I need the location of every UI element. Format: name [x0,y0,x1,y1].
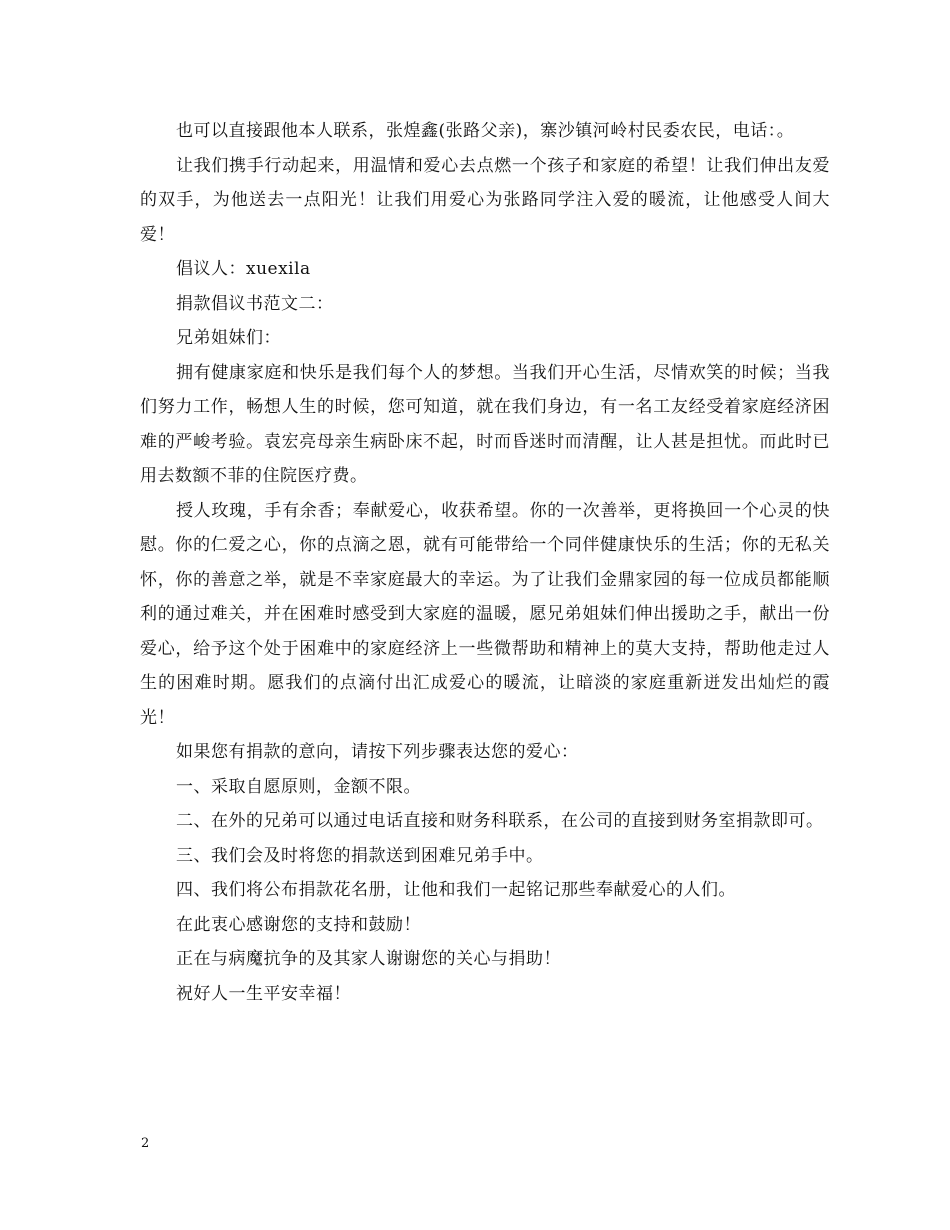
paragraph-step-3: 三、我们会及时将您的捐款送到困难兄弟手中。 [176,845,544,866]
paragraph-initiator: 倡议人：xuexila [176,259,311,279]
paragraph-appeal: 授人玫瑰，手有余香；奉献爱心，收获希望。你的一次善举，更将换回一个心灵的快慰。你的仁爱之心，你的点滴之恩，就有可能带给一个同伴健康快乐的生活；你的无私关怀，你的善意之举，就是不幸家庭最大的幸运。为了让我们金鼎家园的每一位成员都能顺利的通过难关，并在困难时感受到大家庭的温暖，愿兄弟姐妹们伸出援助之手，献出一份爱心，给予这个处于困难中的家庭经济上一些微帮助和精神上的莫大支持，帮助他走过人生的困难时期。愿我们的点滴付出汇成爱心的暖流，让暗淡的家庭重新迸发出灿烂的霞光！ [140,500,830,728]
paragraph-salutation: 兄弟姐妹们： [176,328,281,348]
page-number: 2 [141,1136,150,1151]
paragraph-call-to-action: 让我们携手行动起来，用温情和爱心去点燃一个孩子和家庭的希望！让我们伸出友爱的双手，为他送去一点阳光！让我们用爱心为张路同学注入爱的暖流，让他感受人间大爱！ [140,155,830,245]
document-body [140,114,830,1011]
paragraph-blessing: 祝好人一生平安幸福！ [176,983,351,1004]
paragraph-family-thanks: 正在与病魔抗争的及其家人谢谢您的关心与捐助！ [176,949,561,969]
paragraph-step-2: 二、在外的兄弟可以通过电话直接和财务科联系，在公司的直接到财务室捐款即可。 [176,811,824,831]
paragraph-contact: 也可以直接跟他本人联系，张煌鑫(张路父亲)，寨沙镇河岭村民委农民，电话：。 [176,121,795,141]
paragraph-thanks: 在此衷心感谢您的支持和鼓励！ [176,914,421,935]
paragraph-step-1: 一、采取自愿原则，金额不限。 [176,776,421,797]
paragraph-step-4: 四、我们将公布捐款花名册，让他和我们一起铭记那些奉献爱心的人们。 [176,880,736,900]
paragraph-steps-intro: 如果您有捐款的意向，请按下列步骤表达您的爱心： [176,742,579,762]
paragraph-situation: 拥有健康家庭和快乐是我们每个人的梦想。当我们开心生活，尽情欢笑的时候；当我们努力工作，畅想人生的时候，您可知道，就在我们身边，有一名工友经受着家庭经济困难的严峻考验。袁宏亮母亲生病卧床不起，时而昏迷时而清醒，让人甚是担忧。而此时已用去数额不菲的住院医疗费。 [140,362,830,486]
paragraph-section-title: 捐款倡议书范文二： [176,293,334,314]
